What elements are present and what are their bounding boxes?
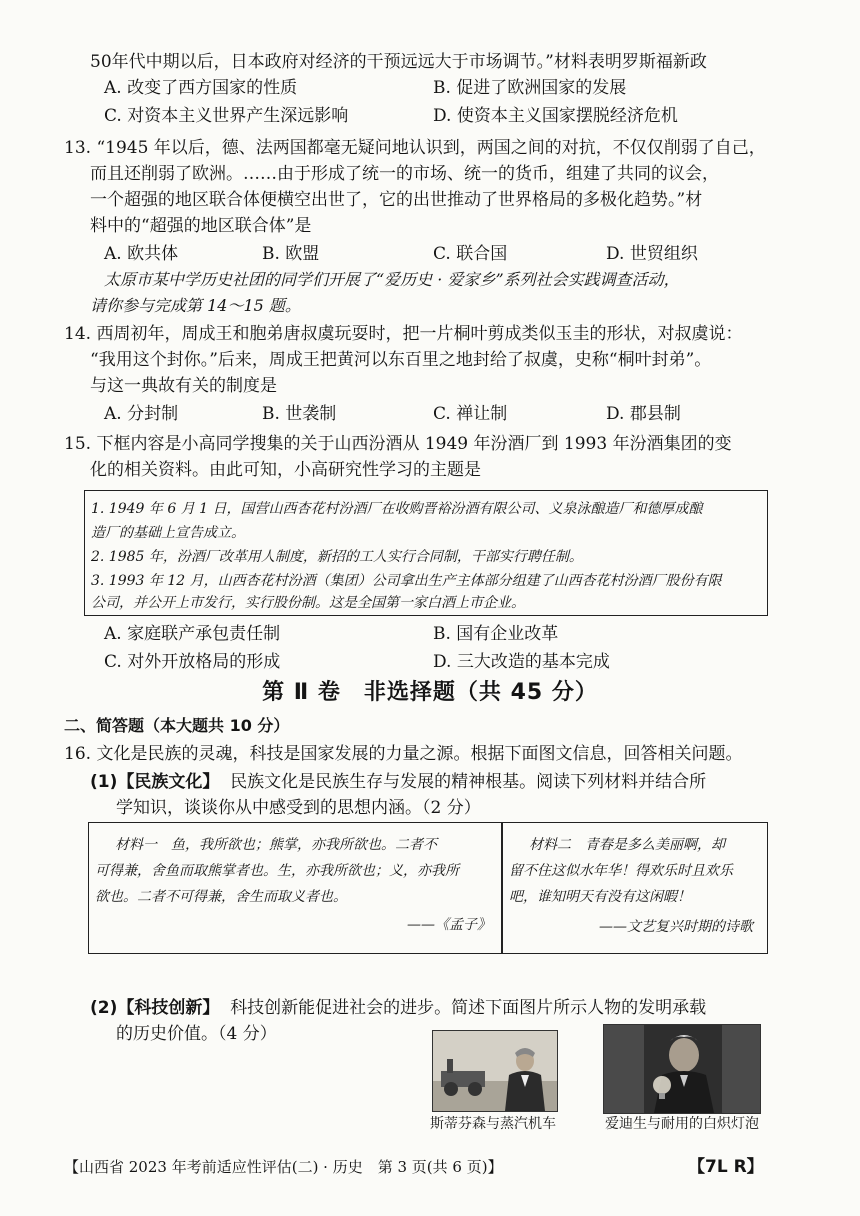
stephenson-locomotive-photo [432, 1030, 558, 1112]
q14-option-c: C. 禅让制 [433, 404, 508, 424]
edison-photo-caption: 爱迪生与耐用的白炽灯泡 [605, 1116, 759, 1132]
q14-option-d: D. 郡县制 [606, 404, 681, 424]
q15-stem-line-1: 15. 下框内容是小高同学搜集的关于山西汾酒从 1949 年汾酒厂到 1993 年汾酒集团的变 [64, 434, 732, 454]
q12-stem-line: 50年代中期以后，日本政府对经济的干预远远大于市场调节。”材料表明罗斯福新政 [90, 52, 707, 72]
material-two-source: ——文艺复兴时期的诗歌 [599, 919, 753, 935]
material-two-line-3: 吧，谁知明天有没有这闲暇！ [509, 889, 691, 905]
footer-exam-info: 【山西省 2023 年考前适应性评估(二) · 历史 第 3 页(共 6 页)】 [64, 1158, 503, 1176]
q15-option-a: A. 家庭联产承包责任制 [104, 624, 281, 644]
q15-option-b: B. 国有企业改革 [433, 624, 559, 644]
q14-option-a: A. 分封制 [104, 404, 179, 424]
q14-stem-line-2: “我用这个封你。”后来，周成王把黄河以东百里之地封给了叔虞，史称“桐叶封弟”。 [90, 350, 712, 370]
material-two-line-1: 材料二 青春是多么美丽啊，却 [529, 837, 725, 853]
q13-option-a: A. 欧共体 [104, 244, 179, 264]
q15-material-item-3: 3. 1993 年 12 月，山西杏花村汾酒（集团）公司拿出生产主体部分组建了山西杏花村汾酒厂股份有限 [91, 573, 722, 589]
materials-divider [501, 823, 503, 953]
material-one-line-3: 欲也。二者不可得兼，舍生而取义者也。 [95, 889, 347, 905]
q13-stem-line-2: 而且还削弱了欧洲。……由于形成了统一的市场、统一的货币，组建了共同的议会， [90, 164, 719, 184]
q15-material-item-1: 1. 1949 年 6 月 1 日，国营山西杏花村汾酒厂在收购晋裕汾酒有限公司、义泉泳酿造厂和德厚成酿 [91, 501, 703, 517]
q16-part2-line-1 [90, 996, 706, 1020]
activity-intro-line-1: 太原市某中学历史社团的同学们开展了“爱历史 · 爱家乡”系列社会实践调查活动， [104, 270, 680, 289]
activity-intro-line-2: 请你参与完成第 14～15 题。 [90, 296, 301, 315]
q16-part1-text: 民族文化是民族生存与发展的精神根基。阅读下列材料并结合所 [230, 772, 707, 792]
stephenson-photo-caption: 斯蒂芬森与蒸汽机车 [430, 1116, 556, 1132]
q16-stem: 16. 文化是民族的灵魂，科技是国家发展的力量之源。根据下面图文信息，回答相关问题。 [64, 744, 743, 764]
q14-stem-line-1: 14. 西周初年，周成王和胞弟唐叔虞玩耍时，把一片桐叶剪成类似玉圭的形状，对叔虞说： [64, 324, 743, 344]
material-one-line-1: 材料一 鱼，我所欲也；熊掌，亦我所欲也。二者不 [115, 837, 437, 853]
q14-option-b: B. 世袭制 [262, 404, 337, 424]
q16-materials-box [88, 822, 768, 954]
q15-option-c: C. 对外开放格局的形成 [104, 652, 281, 672]
q16-part1-line-2: 学知识，谈谈你从中感受到的思想内涵。（2 分） [116, 798, 481, 818]
q13-option-b: B. 欧盟 [262, 244, 320, 264]
q13-option-c: C. 联合国 [433, 244, 508, 264]
footer-paper-code: 【7L R】 [688, 1157, 764, 1177]
q16-part1-tag: (1)【民族文化】 [90, 772, 220, 792]
q15-material-box [84, 490, 768, 616]
material-one-line-2: 可得兼，舍鱼而取熊掌者也。生，亦我所欲也；义，亦我所 [95, 863, 459, 879]
q16-part2-line-2: 的历史价值。（4 分） [116, 1024, 277, 1044]
q16-part1-line-1 [90, 770, 706, 794]
material-one-source: ——《孟子》 [407, 917, 491, 933]
q13-stem-line-4: 料中的“超强的地区联合体”是 [90, 216, 312, 236]
q14-stem-line-3: 与这一典故有关的制度是 [90, 376, 277, 396]
q15-option-d: D. 三大改造的基本完成 [433, 652, 610, 672]
q13-stem-line-3: 一个超强的地区联合体便横空出世了，它的出世推动了世界格局的多极化趋势。”材 [90, 190, 703, 210]
q16-part2-tag: (2)【科技创新】 [90, 998, 220, 1018]
q12-option-c: C. 对资本主义世界产生深远影响 [104, 106, 349, 126]
short-answer-section-heading: 二、简答题（本大题共 10 分） [64, 716, 290, 735]
q15-stem-line-2: 化的相关资料。由此可知，小高研究性学习的主题是 [90, 460, 481, 480]
q12-option-a: A. 改变了西方国家的性质 [104, 78, 298, 98]
q12-option-b: B. 促进了欧洲国家的发展 [433, 78, 627, 98]
q15-material-item-2: 2. 1985 年，汾酒厂改革用人制度，新招的工人实行合同制，干部实行聘任制。 [91, 549, 583, 565]
material-two-line-2: 留不住这似水年华！得欢乐时且欢乐 [509, 863, 733, 879]
edison-bulb-photo [603, 1024, 761, 1114]
q15-material-item-1-cont: 造厂的基础上宣告成立。 [91, 525, 245, 541]
q16-part2-text: 科技创新能促进社会的进步。简述下面图片所示人物的发明承载 [230, 998, 707, 1018]
part-two-title: 第 Ⅱ 卷 非选择题（共 45 分） [262, 680, 598, 705]
q12-option-d: D. 使资本主义国家摆脱经济危机 [433, 106, 678, 126]
q13-stem-line-1: 13. “1945 年以后，德、法两国都毫无疑问地认识到，两国之间的对抗，不仅仅削弱了自己， [64, 138, 766, 158]
q13-option-d: D. 世贸组织 [606, 244, 698, 264]
q15-material-item-3-cont: 公司，并公开上市发行，实行股份制。这是全国第一家白酒上市企业。 [91, 595, 525, 611]
